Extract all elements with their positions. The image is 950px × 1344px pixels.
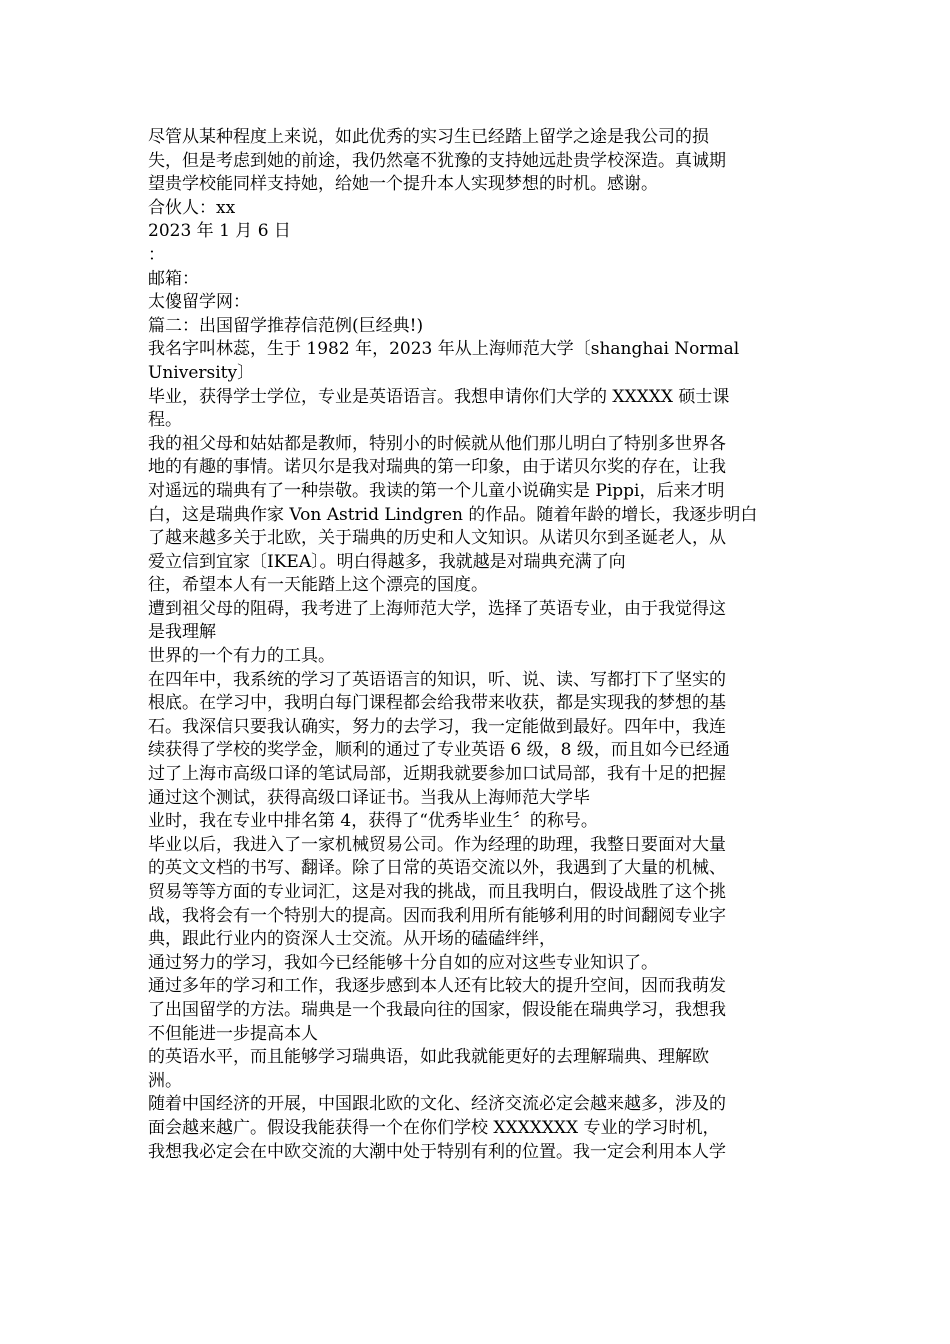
text-line: 续获得了学校的奖学金，顺利的通过了专业英语 6 级，8 级，而且如今已经通 xyxy=(148,740,730,761)
text-line: 典，跟此行业内的资深人士交流。从开场的磕磕绊绊， xyxy=(148,929,556,950)
text-line: 我想我必定会在中欧交流的大潮中处于特别有利的位置。我一定会利用本人学 xyxy=(148,1141,726,1162)
document-body xyxy=(148,126,804,1164)
text-line: 程。 xyxy=(148,410,182,431)
text-line: 面会越来越广。假设我能获得一个在你们学校 XXXXXXX 专业的学习时机， xyxy=(148,1117,720,1138)
text-line: 战，我将会有一个特别大的提高。因而我利用所有能够利用的时间翻阅专业字 xyxy=(148,905,726,926)
text-line: 随着中国经济的开展，中国跟北欧的文化、经济交流必定会越来越多，涉及的 xyxy=(148,1094,726,1115)
text-line: 地的有趣的事情。诺贝尔是我对瑞典的第一印象，由于诺贝尔奖的存在，让我 xyxy=(148,457,726,478)
text-line: 在四年中，我系统的学习了英语语言的知识，听、说、读、写都打下了坚实的 xyxy=(148,669,726,690)
text-line: 贸易等等方面的专业词汇，这是对我的挑战，而且我明白，假设战胜了这个挑 xyxy=(148,882,726,902)
text-line: 了出国留学的方法。瑞典是一个我最向往的国家，假设能在瑞典学习，我想我 xyxy=(148,999,726,1020)
text-line: 我名字叫林蕊，生于 1982 年，2023 年从上海师范大学〔shanghai Normal xyxy=(148,339,740,360)
text-line: 太傻留学网： xyxy=(148,292,250,313)
text-line: 过了上海市高级口译的笔试局部，近期我就要参加口试局部，我有十足的把握 xyxy=(148,764,726,785)
text-line: 失，但是考虑到她的前途，我仍然毫不犹豫的支持她远赴贵学校深造。真诚期 xyxy=(148,150,726,171)
text-line: 我的祖父母和姑姑都是教师，特别小的时候就从他们那儿明白了特别多世界各 xyxy=(148,433,726,454)
text-line: 通过努力的学习，我如今已经能够十分自如的应对这些专业知识了。 xyxy=(148,952,658,973)
text-line: 洲。 xyxy=(148,1070,182,1091)
text-line: 业时，我在专业中排名第 4，获得了“优秀毕业生〞的称号。 xyxy=(148,811,598,832)
text-line: 的英文文档的书写、翻译。除了日常的英语交流以外，我遇到了大量的机械、 xyxy=(148,858,726,879)
text-line: University〕 xyxy=(148,362,255,383)
text-line: 不但能进一步提高本人 xyxy=(148,1023,318,1044)
text-line: 通过这个测试，获得高级口译证书。当我从上海师范大学毕 xyxy=(148,787,590,808)
text-line: 往，希望本人有一天能踏上这个漂亮的国度。 xyxy=(148,575,488,596)
text-line: 遭到祖父母的阻碍，我考进了上海师范大学，选择了英语专业，由于我觉得这 xyxy=(148,598,726,619)
text-line: 爱立信到宜家〔IKEA〕。明白得越多，我就越是对瑞典充满了向 xyxy=(148,551,626,572)
text-line: 世界的一个有力的工具。 xyxy=(148,646,335,667)
text-line: 邮箱： xyxy=(148,268,199,289)
text-line: 通过多年的学习和工作，我逐步感到本人还有比较大的提升空间，因而我萌发 xyxy=(148,976,726,997)
text-line: 根底。在学习中，我明白每门课程都会给我带来收获，都是实现我的梦想的基 xyxy=(148,693,726,714)
text-line: 了越来越多关于北欧，关于瑞典的历史和人文知识。从诺贝尔到圣诞老人，从 xyxy=(148,528,726,549)
text-line: 毕业，获得学士学位，专业是英语语言。我想申请你们大学的 XXXXX 硕士课 xyxy=(148,386,730,407)
text-line: 毕业以后，我进入了一家机械贸易公司。作为经理的助理，我整日要面对大量 xyxy=(148,834,726,855)
text-line: 对遥远的瑞典有了一种崇敬。我读的第一个儿童小说确实是 Pippi，后来才明 xyxy=(148,480,725,501)
text-line: 是我理解 xyxy=(148,622,216,643)
text-line: ： xyxy=(148,244,165,265)
text-line: 2023 年 1 月 6 日 xyxy=(148,221,291,242)
text-line: 白，这是瑞典作家 Von Astrid Lindgren 的作品。随着年龄的增长，我逐步明白 xyxy=(148,504,758,525)
text-line: 石。我深信只要我认确实，努力的去学习，我一定能做到最好。四年中，我连 xyxy=(148,716,726,737)
text-line: 篇二：出国留学推荐信范例(巨经典!) xyxy=(148,315,424,336)
text-line: 尽管从某种程度上来说，如此优秀的实习生已经踏上留学之途是我公司的损 xyxy=(148,127,709,147)
text-line: 合伙人：xx xyxy=(148,197,236,218)
text-line: 望贵学校能同样支持她，给她一个提升本人实现梦想的时机。感谢。 xyxy=(148,174,658,195)
text-line: 的英语水平，而且能够学习瑞典语，如此我就能更好的去理解瑞典、理解欧 xyxy=(148,1047,709,1068)
